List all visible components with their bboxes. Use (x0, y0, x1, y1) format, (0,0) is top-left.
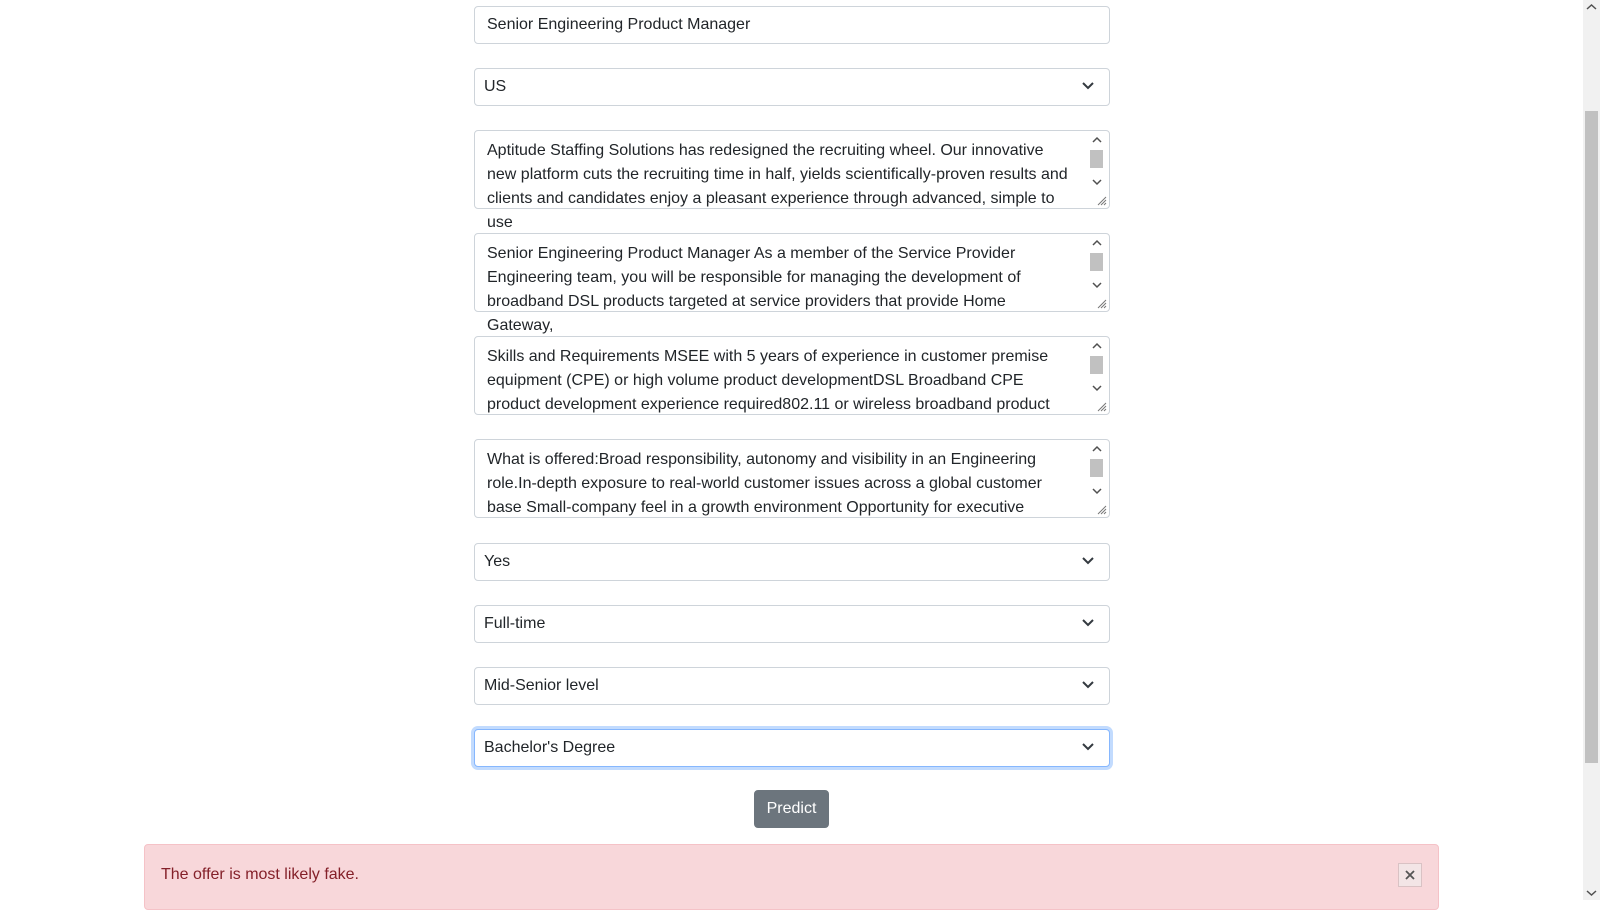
description-textarea[interactable] (474, 233, 1110, 334)
experience-value: Mid-Senior level (484, 677, 599, 694)
chevron-down-icon (1081, 618, 1095, 628)
job-title-value: Senior Engineering Product Manager (487, 16, 751, 33)
resize-grip-icon[interactable] (1095, 194, 1107, 206)
chevron-down-icon (1081, 680, 1095, 690)
resize-grip-icon[interactable] (1095, 297, 1107, 309)
requirements-text: Skills and Requirements MSEE with 5 years of experience in customer premise equipment (CPE) or high volume product developmentDSL Broadband CPE product development experience required802.11 or wireless broadband product (487, 348, 1050, 413)
triangle-down-icon[interactable] (1092, 178, 1102, 186)
country-value: US (484, 78, 507, 95)
employment-type-value: Full-time (484, 615, 546, 632)
triangle-up-icon[interactable] (1092, 239, 1102, 247)
alert-close-button[interactable] (1398, 863, 1422, 887)
page-scrollbar-thumb[interactable] (1585, 111, 1598, 763)
telecommuting-value: Yes (484, 553, 511, 570)
triangle-down-icon[interactable] (1092, 487, 1102, 495)
scrollbar-thumb[interactable] (1090, 459, 1103, 477)
resize-grip-icon[interactable] (1095, 400, 1107, 412)
triangle-down-icon[interactable] (1092, 384, 1102, 392)
company-profile-text: Aptitude Staffing Solutions has redesigned the recruiting wheel. Our innovative new platform cuts the recruiting time in half, yields scientifically-proven results and clients and candidates enjoy a pleasant experience through advanced, simple to use (487, 142, 1068, 231)
scrollbar-thumb[interactable] (1090, 150, 1103, 168)
alert-message: The offer is most likely fake. (161, 866, 359, 883)
triangle-up-icon[interactable] (1092, 136, 1102, 144)
page-scrollbar[interactable] (1583, 0, 1600, 900)
telecommuting-select[interactable] (474, 543, 1110, 581)
chevron-down-icon (1081, 556, 1095, 566)
benefits-text: What is offered:Broad responsibility, autonomy and visibility in an Engineering role.In-depth exposure to real-world customer issues across a global customer base Small-company feel in a growth environment Opportunity for executive (487, 451, 1042, 516)
job-title-input[interactable] (474, 6, 1110, 44)
scrollbar-thumb[interactable] (1090, 253, 1103, 271)
education-value: Bachelor's Degree (484, 739, 616, 756)
triangle-up-icon[interactable] (1092, 342, 1102, 350)
requirements-textarea[interactable] (474, 336, 1110, 415)
result-alert (144, 844, 1439, 910)
close-icon (1405, 870, 1415, 880)
scroll-up-icon[interactable] (1586, 3, 1597, 11)
triangle-up-icon[interactable] (1092, 445, 1102, 453)
benefits-textarea[interactable] (474, 439, 1110, 518)
employment-type-select[interactable] (474, 605, 1110, 643)
education-select[interactable] (474, 729, 1110, 767)
chevron-down-icon (1081, 742, 1095, 752)
scrollbar-thumb[interactable] (1090, 356, 1103, 374)
chevron-down-icon (1081, 81, 1095, 91)
predict-button[interactable]: Predict (754, 790, 829, 828)
country-select[interactable] (474, 68, 1110, 106)
scroll-down-icon[interactable] (1586, 889, 1597, 897)
resize-grip-icon[interactable] (1095, 503, 1107, 515)
company-profile-textarea[interactable] (474, 130, 1110, 231)
experience-select[interactable] (474, 667, 1110, 705)
triangle-down-icon[interactable] (1092, 281, 1102, 289)
description-text: Senior Engineering Product Manager As a member of the Service Provider Engineering team, you will be responsible for managing the development of broadband DSL products targeted at service providers that provide Home Gateway, (487, 245, 1021, 334)
